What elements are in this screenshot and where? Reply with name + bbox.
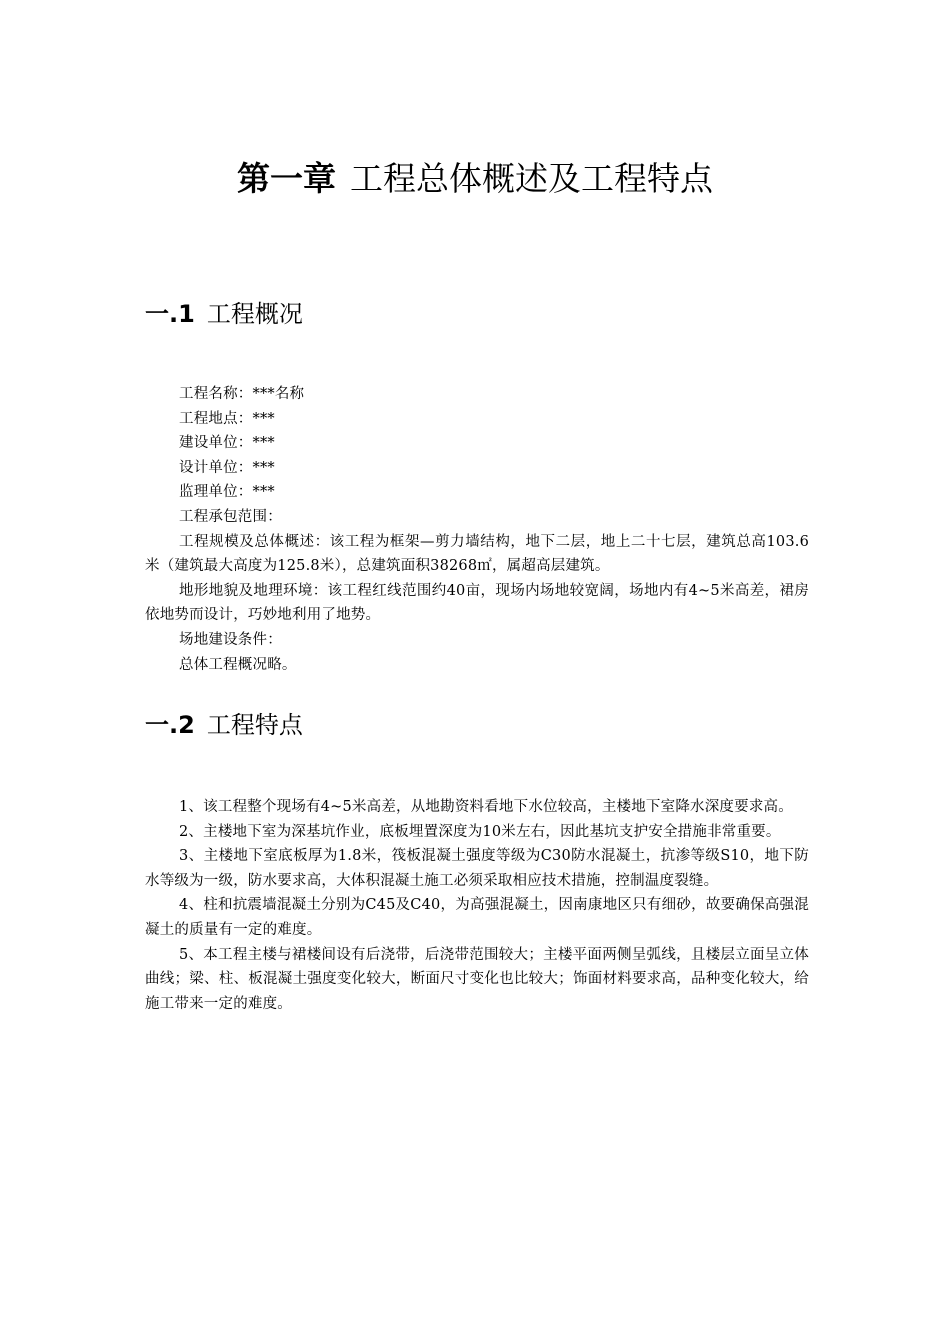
section-title: 工程特点: [206, 711, 303, 739]
section-body-features: [145, 795, 809, 1016]
scale-overview-paragraph: 工程规模及总体概述：该工程为框架—剪力墙结构，地下二层，地上二十七层，建筑总高103.6米（建筑最大高度为125.8米），总建筑面积38268㎡，属超高层建筑。: [145, 533, 809, 575]
construction-unit-line: 建设单位：***: [179, 435, 275, 452]
design-unit-line: 设计单位：***: [179, 459, 275, 476]
project-name-line: 工程名称：***名称: [179, 386, 305, 402]
feature-item-3: 3、主楼地下室底板厚为1.8米，筏板混凝土强度等级为C30防水混凝土，抗渗等级S10，地下防水等级为一级，防水要求高，大体积混凝土施工必须采取相应技术措施，控制温度裂缝。: [145, 848, 809, 889]
chapter-number: 第一章: [237, 159, 336, 198]
overview-summary-line: 总体工程概况略。: [179, 656, 297, 673]
contract-scope-line: 工程承包范围：: [179, 508, 282, 525]
chapter-title: [0, 156, 950, 202]
section-heading-features: [145, 708, 303, 742]
section-title: 工程概况: [206, 300, 303, 328]
terrain-paragraph: 地形地貌及地理环境：该工程红线范围约40亩，现场内场地较宽阔，场地内有4~5米高差，裙房依地势而设计，巧妙地利用了地势。: [145, 582, 809, 624]
section-heading-overview: [145, 297, 303, 331]
site-conditions-line: 场地建设条件：: [179, 631, 282, 648]
section-number: 一.1: [145, 300, 195, 328]
feature-item-1: 1、该工程整个现场有4~5米高差，从地勘资料看地下水位较高，主楼地下室降水深度要求高。: [179, 799, 793, 815]
feature-item-2: 2、主楼地下室为深基坑作业，底板埋置深度为10米左右，因此基坑支护安全措施非常重要。: [179, 823, 781, 840]
feature-item-5: 5、本工程主楼与裙楼间设有后浇带，后浇带范围较大；主楼平面两侧呈弧线，且楼层立面呈立体曲线；梁、柱、板混凝土强度变化较大，断面尺寸变化也比较大；饰面材料要求高，品种变化较大，给施工带来一定的难度。: [145, 946, 809, 1012]
section-body-overview: [145, 382, 809, 677]
feature-item-4: 4、柱和抗震墙混凝土分别为C45及C40，为高强混凝土，因南康地区只有细砂，故要确保高强混凝土的质量有一定的难度。: [145, 897, 809, 938]
chapter-title-text: 工程总体概述及工程特点: [350, 159, 713, 198]
section-number: 一.2: [145, 711, 195, 739]
supervision-unit-line: 监理单位：***: [179, 484, 275, 501]
project-location-line: 工程地点：***: [179, 410, 275, 427]
